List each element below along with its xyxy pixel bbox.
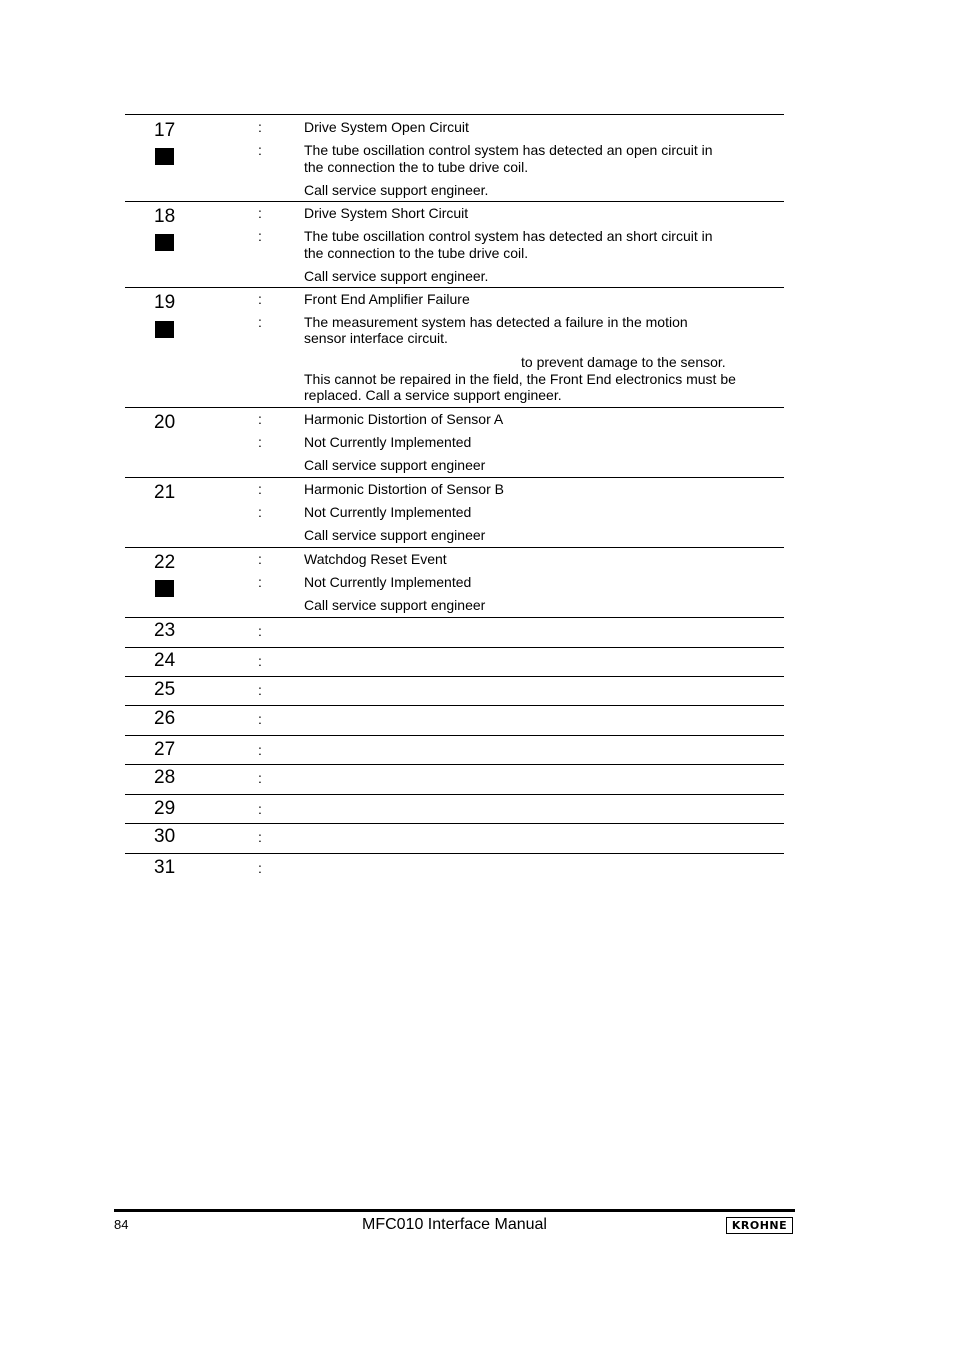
table-row — [125, 794, 784, 823]
colon-separator: : — [258, 623, 262, 639]
colon-separator: : — [258, 742, 262, 758]
error-code-number: 19 — [154, 292, 176, 313]
error-code-number: 20 — [154, 412, 176, 433]
table-row — [125, 764, 784, 794]
colon-separator: : — [258, 770, 262, 786]
error-code-number: 22 — [154, 552, 176, 573]
error-action: Call service support engineer — [304, 597, 486, 613]
error-title: Drive System Short Circuit — [304, 205, 469, 221]
table-row — [125, 477, 784, 547]
colon-separator: : — [258, 682, 262, 698]
error-code-number: 24 — [154, 650, 176, 671]
error-description: Not Currently Implemented — [304, 434, 472, 450]
error-description: The tube oscillation control system has detected an short circuit in — [304, 228, 713, 244]
table-row — [125, 823, 784, 853]
error-code-number: 23 — [154, 620, 176, 641]
error-code-number: 29 — [154, 798, 176, 819]
error-description: Not Currently Implemented — [304, 504, 472, 520]
table-row — [125, 853, 784, 883]
page-number: 84 — [114, 1217, 129, 1232]
error-title: Harmonic Distortion of Sensor B — [304, 481, 504, 497]
error-code-number: 26 — [154, 708, 176, 729]
table-row — [125, 705, 784, 735]
error-description: The tube oscillation control system has detected an open circuit in — [304, 142, 713, 158]
error-title: Drive System Open Circuit — [304, 119, 469, 135]
error-code-number: 25 — [154, 679, 176, 700]
error-code-number: 30 — [154, 826, 176, 847]
footer-divider — [114, 1209, 795, 1212]
error-action: Call service support engineer — [304, 527, 486, 543]
error-action: replaced. Call a service support engineer. — [304, 387, 562, 403]
error-code-number: 28 — [154, 767, 176, 788]
colon-separator: : — [258, 314, 262, 330]
error-description: This cannot be repaired in the field, the Front End electronics must be — [304, 371, 736, 387]
table-row — [125, 735, 784, 764]
colon-separator: : — [258, 205, 262, 221]
status-block-icon — [155, 234, 174, 251]
error-description: to prevent damage to the sensor. — [521, 354, 726, 370]
colon-separator: : — [258, 119, 262, 135]
error-title: Harmonic Distortion of Sensor A — [304, 411, 504, 427]
colon-separator: : — [258, 291, 262, 307]
krohne-logo: KROHNE — [726, 1217, 793, 1234]
table-row — [125, 617, 784, 647]
table-row — [125, 114, 784, 201]
table-row — [125, 287, 784, 407]
table-row — [125, 647, 784, 676]
error-title: Front End Amplifier Failure — [304, 291, 470, 307]
table-row — [125, 676, 784, 705]
table-row — [125, 201, 784, 287]
error-description: the connection to the tube drive coil. — [304, 245, 529, 261]
table-row — [125, 547, 784, 617]
colon-separator: : — [258, 481, 262, 497]
colon-separator: : — [258, 411, 262, 427]
colon-separator: : — [258, 711, 262, 727]
status-block-icon — [155, 580, 174, 597]
error-action: Call service support engineer — [304, 457, 486, 473]
error-code-number: 18 — [154, 206, 176, 227]
error-description: Not Currently Implemented — [304, 574, 472, 590]
colon-separator: : — [258, 829, 262, 845]
status-block-icon — [155, 148, 174, 165]
colon-separator: : — [258, 574, 262, 590]
status-block-icon — [155, 321, 174, 338]
error-description: the connection the to tube drive coil. — [304, 159, 529, 175]
error-code-number: 17 — [154, 120, 176, 141]
error-action: Call service support engineer. — [304, 182, 489, 198]
colon-separator: : — [258, 434, 262, 450]
error-title: Watchdog Reset Event — [304, 551, 447, 567]
colon-separator: : — [258, 551, 262, 567]
error-code-number: 21 — [154, 482, 176, 503]
error-description: sensor interface circuit. — [304, 330, 448, 346]
error-code-number: 27 — [154, 739, 176, 760]
error-description: The measurement system has detected a failure in the motion — [304, 314, 688, 330]
colon-separator: : — [258, 228, 262, 244]
colon-separator: : — [258, 142, 262, 158]
colon-separator: : — [258, 504, 262, 520]
colon-separator: : — [258, 860, 262, 876]
colon-separator: : — [258, 653, 262, 669]
error-action: Call service support engineer. — [304, 268, 489, 284]
colon-separator: : — [258, 801, 262, 817]
document-title: MFC010 Interface Manual — [362, 1216, 547, 1233]
table-row — [125, 407, 784, 477]
error-code-number: 31 — [154, 857, 176, 878]
error-code-table — [125, 114, 784, 883]
